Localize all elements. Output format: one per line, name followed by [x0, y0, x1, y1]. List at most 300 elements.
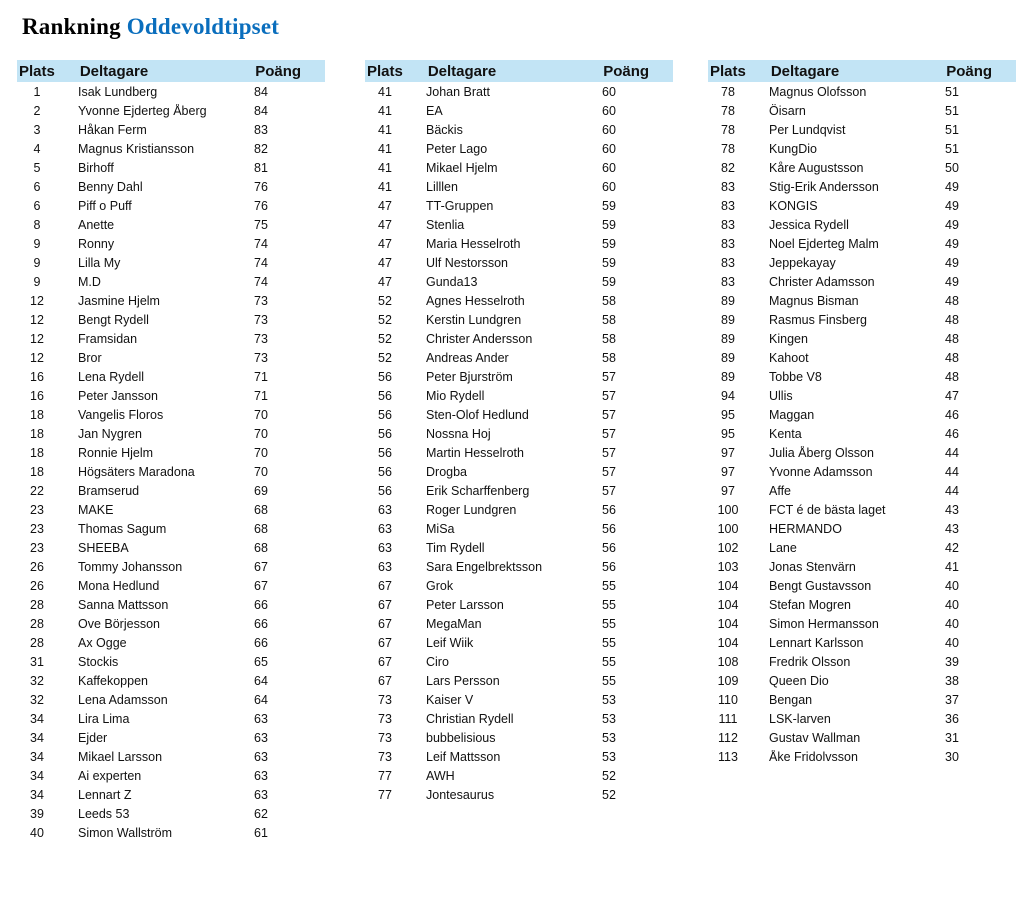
table-row: [365, 614, 673, 633]
poang-cell: 83: [254, 122, 268, 137]
plats-cell: 77: [378, 787, 392, 802]
poang-cell: 56: [602, 540, 616, 555]
deltagare-cell: Mikael Hjelm: [426, 160, 498, 175]
deltagare-cell: SHEEBA: [78, 540, 129, 555]
plats-cell: 56: [378, 407, 392, 422]
deltagare-cell: Kenta: [769, 426, 802, 441]
plats-cell: 18: [30, 445, 44, 460]
plats-cell: 78: [721, 84, 735, 99]
deltagare-cell: Peter Jansson: [78, 388, 158, 403]
poang-cell: 53: [602, 730, 616, 745]
deltagare-cell: Stefan Mogren: [769, 597, 851, 612]
plats-cell: 12: [30, 350, 44, 365]
deltagare-cell: Christer Andersson: [426, 331, 533, 346]
plats-cell: 32: [30, 673, 44, 688]
poang-cell: 55: [602, 616, 616, 631]
deltagare-cell: Maggan: [769, 407, 815, 422]
deltagare-cell: AWH: [426, 768, 455, 783]
table-row: [365, 215, 673, 234]
table-row: [17, 215, 325, 234]
plats-cell: 89: [721, 331, 735, 346]
deltagare-cell: Ronny: [78, 236, 115, 251]
poang-cell: 58: [602, 331, 616, 346]
table-row: [365, 234, 673, 253]
poang-cell: 48: [945, 312, 959, 327]
poang-cell: 76: [254, 198, 268, 213]
poang-cell: 74: [254, 274, 268, 289]
table-row: [708, 329, 1016, 348]
poang-cell: 38: [945, 673, 959, 688]
plats-cell: 89: [721, 293, 735, 308]
poang-cell: 59: [602, 217, 616, 232]
deltagare-cell: Tommy Johansson: [78, 559, 183, 574]
plats-cell: 73: [378, 730, 392, 745]
poang-cell: 57: [602, 445, 616, 460]
plats-cell: 52: [378, 293, 392, 308]
plats-cell: 110: [718, 692, 738, 707]
table-row: [708, 443, 1016, 462]
poang-cell: 55: [602, 673, 616, 688]
poang-cell: 57: [602, 483, 616, 498]
table-row: [17, 462, 325, 481]
deltagare-cell: Kerstin Lundgren: [426, 312, 522, 327]
table-row: [365, 177, 673, 196]
plats-cell: 47: [378, 236, 392, 251]
deltagare-cell: Lilllen: [426, 179, 458, 194]
poang-cell: 30: [945, 749, 959, 764]
table-row: [365, 82, 673, 101]
table-row: [17, 367, 325, 386]
table-row: [17, 405, 325, 424]
table-row: [708, 462, 1016, 481]
plats-cell: 100: [717, 502, 739, 517]
deltagare-cell: Andreas Ander: [426, 350, 509, 365]
table-row: [708, 158, 1016, 177]
table-row: [708, 348, 1016, 367]
deltagare-cell: Anette: [78, 217, 115, 232]
plats-cell: 104: [717, 597, 739, 612]
deltagare-cell: Jontesaurus: [426, 787, 495, 802]
plats-cell: 18: [30, 407, 44, 422]
plats-cell: 73: [378, 749, 392, 764]
plats-cell: 100: [717, 521, 739, 536]
table-row: [17, 652, 325, 671]
plats-cell: 41: [378, 160, 392, 175]
poang-cell: 58: [602, 293, 616, 308]
poang-cell: 71: [254, 388, 268, 403]
poang-cell: 71: [254, 369, 268, 384]
deltagare-cell: Jan Nygren: [78, 426, 142, 441]
plats-cell: 12: [30, 293, 44, 308]
deltagare-cell: Ullis: [769, 388, 793, 403]
plats-cell: 67: [378, 654, 392, 669]
plats-cell: 56: [378, 483, 392, 498]
deltagare-cell: Magnus Bisman: [769, 293, 859, 308]
poang-cell: 53: [602, 711, 616, 726]
poang-cell: 70: [254, 464, 268, 479]
plats-cell: 41: [378, 103, 392, 118]
table-row: [17, 614, 325, 633]
plats-cell: 52: [378, 331, 392, 346]
plats-cell: 67: [378, 616, 392, 631]
poang-cell: 48: [945, 331, 959, 346]
deltagare-cell: Jeppekayay: [769, 255, 836, 270]
plats-cell: 47: [378, 198, 392, 213]
deltagare-cell: M.D: [78, 274, 101, 289]
poang-cell: 47: [945, 388, 959, 403]
poang-cell: 44: [945, 445, 959, 460]
deltagare-cell: Mio Rydell: [426, 388, 485, 403]
table-row: [365, 310, 673, 329]
poang-cell: 51: [945, 84, 959, 99]
deltagare-cell: Framsidan: [78, 331, 138, 346]
poang-cell: 55: [602, 635, 616, 650]
deltagare-cell: Öisarn: [769, 103, 806, 118]
table-row: [365, 595, 673, 614]
poang-cell: 67: [254, 559, 268, 574]
plats-cell: 56: [378, 464, 392, 479]
plats-cell: 94: [721, 388, 735, 403]
plats-cell: 67: [378, 578, 392, 593]
table-row: [365, 139, 673, 158]
table-row: [365, 329, 673, 348]
deltagare-cell: Nossna Hoj: [426, 426, 491, 441]
plats-cell: 23: [30, 521, 44, 536]
deltagare-cell: Gustav Wallman: [769, 730, 861, 745]
poang-cell: 81: [254, 160, 268, 175]
poang-cell: 84: [254, 84, 268, 99]
plats-cell: 95: [721, 407, 735, 422]
table-row: [17, 253, 325, 272]
table-row: [365, 196, 673, 215]
deltagare-cell: Lilla My: [78, 255, 121, 270]
deltagare-cell: Ciro: [426, 654, 449, 669]
deltagare-cell: Lena Rydell: [78, 369, 145, 384]
poang-cell: 58: [602, 350, 616, 365]
table-row: [708, 272, 1016, 291]
poang-cell: 65: [254, 654, 268, 669]
poang-cell: 60: [602, 160, 616, 175]
deltagare-cell: Håkan Ferm: [78, 122, 147, 137]
deltagare-cell: Maria Hesselroth: [426, 236, 521, 251]
table-row: [708, 310, 1016, 329]
table-row: [17, 538, 325, 557]
poang-cell: 49: [945, 179, 959, 194]
deltagare-cell: Bäckis: [426, 122, 463, 137]
deltagare-cell: Benny Dahl: [78, 179, 143, 194]
poang-cell: 59: [602, 274, 616, 289]
poang-cell: 56: [602, 521, 616, 536]
table-row: [17, 557, 325, 576]
poang-cell: 53: [602, 749, 616, 764]
poang-cell: 67: [254, 578, 268, 593]
deltagare-cell: Jonas Stenvärn: [769, 559, 856, 574]
plats-cell: 4: [33, 141, 41, 156]
plats-cell: 9: [33, 255, 41, 270]
table-row: [17, 177, 325, 196]
table-row: [708, 215, 1016, 234]
deltagare-cell: MiSa: [426, 521, 455, 536]
plats-cell: 16: [30, 388, 44, 403]
deltagare-cell: Kingen: [769, 331, 808, 346]
table-row: [17, 595, 325, 614]
plats-cell: 41: [378, 179, 392, 194]
table-body: [365, 82, 673, 804]
deltagare-cell: Stig-Erik Andersson: [769, 179, 879, 194]
plats-cell: 83: [721, 217, 735, 232]
deltagare-cell: FCT é de bästa laget: [769, 502, 886, 517]
plats-cell: 34: [30, 749, 44, 764]
header-poang: Poäng: [255, 62, 302, 80]
deltagare-cell: EA: [426, 103, 443, 118]
plats-cell: 104: [717, 578, 739, 593]
table-row: [17, 310, 325, 329]
poang-cell: 41: [945, 559, 959, 574]
plats-cell: 5: [33, 160, 41, 175]
plats-cell: 52: [378, 350, 392, 365]
table-row: [708, 101, 1016, 120]
table-row: [17, 481, 325, 500]
deltagare-cell: Ai experten: [78, 768, 142, 783]
table-row: [365, 785, 673, 804]
poang-cell: 51: [945, 141, 959, 156]
table-row: [365, 576, 673, 595]
page-title: [22, 14, 279, 40]
plats-cell: 113: [718, 749, 738, 764]
poang-cell: 44: [945, 483, 959, 498]
poang-cell: 57: [602, 426, 616, 441]
poang-cell: 39: [945, 654, 959, 669]
plats-cell: 63: [378, 521, 392, 536]
poang-cell: 70: [254, 407, 268, 422]
plats-cell: 18: [30, 426, 44, 441]
poang-cell: 60: [602, 103, 616, 118]
plats-cell: 97: [721, 445, 735, 460]
table-row: [708, 652, 1016, 671]
table-row: [17, 234, 325, 253]
plats-cell: 52: [378, 312, 392, 327]
table-row: [365, 101, 673, 120]
poang-cell: 40: [945, 635, 959, 650]
poang-cell: 52: [602, 787, 616, 802]
deltagare-cell: Christer Adamsson: [769, 274, 875, 289]
table-row: [365, 538, 673, 557]
plats-cell: 3: [33, 122, 41, 137]
table-row: [17, 576, 325, 595]
poang-cell: 63: [254, 768, 268, 783]
ranking-table-2: [365, 60, 673, 804]
table-row: [17, 158, 325, 177]
deltagare-cell: Ove Börjesson: [78, 616, 160, 631]
poang-cell: 63: [254, 787, 268, 802]
plats-cell: 108: [717, 654, 739, 669]
deltagare-cell: Peter Larsson: [426, 597, 504, 612]
deltagare-cell: Kaffekoppen: [78, 673, 148, 688]
deltagare-cell: Christian Rydell: [426, 711, 514, 726]
table-row: [365, 462, 673, 481]
table-row: [17, 709, 325, 728]
deltagare-cell: Mikael Larsson: [78, 749, 163, 764]
table-row: [708, 500, 1016, 519]
deltagare-cell: Julia Åberg Olsson: [769, 445, 874, 460]
plats-cell: 47: [378, 217, 392, 232]
deltagare-cell: Noel Ejderteg Malm: [769, 236, 879, 251]
plats-cell: 63: [378, 502, 392, 517]
table-row: [365, 443, 673, 462]
poang-cell: 43: [945, 502, 959, 517]
plats-cell: 32: [30, 692, 44, 707]
plats-cell: 97: [721, 464, 735, 479]
plats-cell: 82: [721, 160, 735, 175]
table-row: [17, 633, 325, 652]
deltagare-cell: Yvonne Adamsson: [769, 464, 873, 479]
plats-cell: 63: [378, 559, 392, 574]
table-row: [365, 272, 673, 291]
header-deltagare: Deltagare: [427, 62, 497, 80]
table-row: [17, 101, 325, 120]
poang-cell: 55: [602, 654, 616, 669]
table-row: [17, 424, 325, 443]
deltagare-cell: Birhoff: [78, 160, 114, 175]
deltagare-cell: Johan Bratt: [426, 84, 490, 99]
table-row: [365, 120, 673, 139]
plats-cell: 34: [30, 711, 44, 726]
table-row: [708, 728, 1016, 747]
table-row: [708, 177, 1016, 196]
deltagare-cell: Jasmine Hjelm: [78, 293, 160, 308]
plats-cell: 103: [717, 559, 739, 574]
table-row: [708, 481, 1016, 500]
deltagare-cell: Thomas Sagum: [78, 521, 167, 536]
table-row: [17, 500, 325, 519]
poang-cell: 49: [945, 274, 959, 289]
deltagare-cell: Lars Persson: [426, 673, 500, 688]
plats-cell: 28: [30, 616, 44, 631]
table-row: [17, 785, 325, 804]
poang-cell: 40: [945, 578, 959, 593]
table-row: [17, 766, 325, 785]
table-row: [708, 671, 1016, 690]
table-body: [17, 82, 325, 842]
deltagare-cell: Magnus Olofsson: [769, 84, 867, 99]
plats-cell: 67: [378, 635, 392, 650]
table-row: [365, 386, 673, 405]
plats-cell: 95: [721, 426, 735, 441]
deltagare-cell: Simon Wallström: [78, 825, 172, 840]
ranking-table-1: [17, 60, 325, 842]
deltagare-cell: Lane: [769, 540, 797, 555]
deltagare-cell: Martin Hesselroth: [426, 445, 524, 460]
poang-cell: 69: [254, 483, 268, 498]
poang-cell: 56: [602, 502, 616, 517]
plats-cell: 89: [721, 312, 735, 327]
poang-cell: 70: [254, 426, 268, 441]
deltagare-cell: MAKE: [78, 502, 114, 517]
poang-cell: 49: [945, 198, 959, 213]
poang-cell: 82: [254, 141, 268, 156]
table-row: [365, 291, 673, 310]
table-row: [365, 690, 673, 709]
table-row: [365, 519, 673, 538]
poang-cell: 57: [602, 407, 616, 422]
header-deltagare: Deltagare: [79, 62, 149, 80]
plats-cell: 28: [30, 597, 44, 612]
deltagare-cell: Stockis: [78, 654, 119, 669]
poang-cell: 57: [602, 369, 616, 384]
deltagare-cell: Roger Lundgren: [426, 502, 517, 517]
table-row: [708, 614, 1016, 633]
table-row: [708, 557, 1016, 576]
poang-cell: 53: [602, 692, 616, 707]
poang-cell: 70: [254, 445, 268, 460]
plats-cell: 67: [378, 597, 392, 612]
table-row: [708, 196, 1016, 215]
title-rankning: Rankning: [22, 14, 121, 39]
plats-cell: 83: [721, 274, 735, 289]
plats-cell: 63: [378, 540, 392, 555]
table-row: [708, 519, 1016, 538]
table-row: [17, 386, 325, 405]
table-body: [708, 82, 1016, 766]
deltagare-cell: Leif Mattsson: [426, 749, 501, 764]
plats-cell: 104: [717, 635, 739, 650]
plats-cell: 18: [30, 464, 44, 479]
plats-cell: 78: [721, 141, 735, 156]
poang-cell: 68: [254, 540, 268, 555]
table-row: [708, 633, 1016, 652]
deltagare-cell: Kaiser V: [426, 692, 474, 707]
poang-cell: 40: [945, 597, 959, 612]
deltagare-cell: Bengt Rydell: [78, 312, 149, 327]
header-plats: Plats: [367, 62, 403, 80]
poang-cell: 36: [945, 711, 959, 726]
plats-cell: 73: [378, 692, 392, 707]
poang-cell: 63: [254, 749, 268, 764]
plats-cell: 89: [721, 369, 735, 384]
table-row: [17, 196, 325, 215]
deltagare-cell: Sara Engelbrektsson: [426, 559, 543, 574]
plats-cell: 97: [721, 483, 735, 498]
poang-cell: 59: [602, 236, 616, 251]
deltagare-cell: Magnus Kristiansson: [78, 141, 195, 156]
header-poang: Poäng: [946, 62, 993, 80]
plats-cell: 22: [30, 483, 44, 498]
deltagare-cell: Erik Scharffenberg: [426, 483, 530, 498]
poang-cell: 68: [254, 521, 268, 536]
plats-cell: 47: [378, 274, 392, 289]
deltagare-cell: Affe: [769, 483, 792, 498]
table-row: [708, 367, 1016, 386]
deltagare-cell: Ejder: [78, 730, 108, 745]
table-row: [708, 424, 1016, 443]
table-row: [708, 120, 1016, 139]
poang-cell: 74: [254, 255, 268, 270]
poang-cell: 76: [254, 179, 268, 194]
deltagare-cell: Sanna Mattsson: [78, 597, 169, 612]
plats-cell: 56: [378, 369, 392, 384]
table-row: [708, 139, 1016, 158]
deltagare-cell: Mona Hedlund: [78, 578, 160, 593]
table-row: [708, 234, 1016, 253]
deltagare-cell: Lennart Karlsson: [769, 635, 864, 650]
plats-cell: 28: [30, 635, 44, 650]
table-row: [365, 348, 673, 367]
poang-cell: 63: [254, 711, 268, 726]
plats-cell: 9: [33, 236, 41, 251]
deltagare-cell: Vangelis Floros: [78, 407, 164, 422]
poang-cell: 46: [945, 426, 959, 441]
table-row: [17, 519, 325, 538]
